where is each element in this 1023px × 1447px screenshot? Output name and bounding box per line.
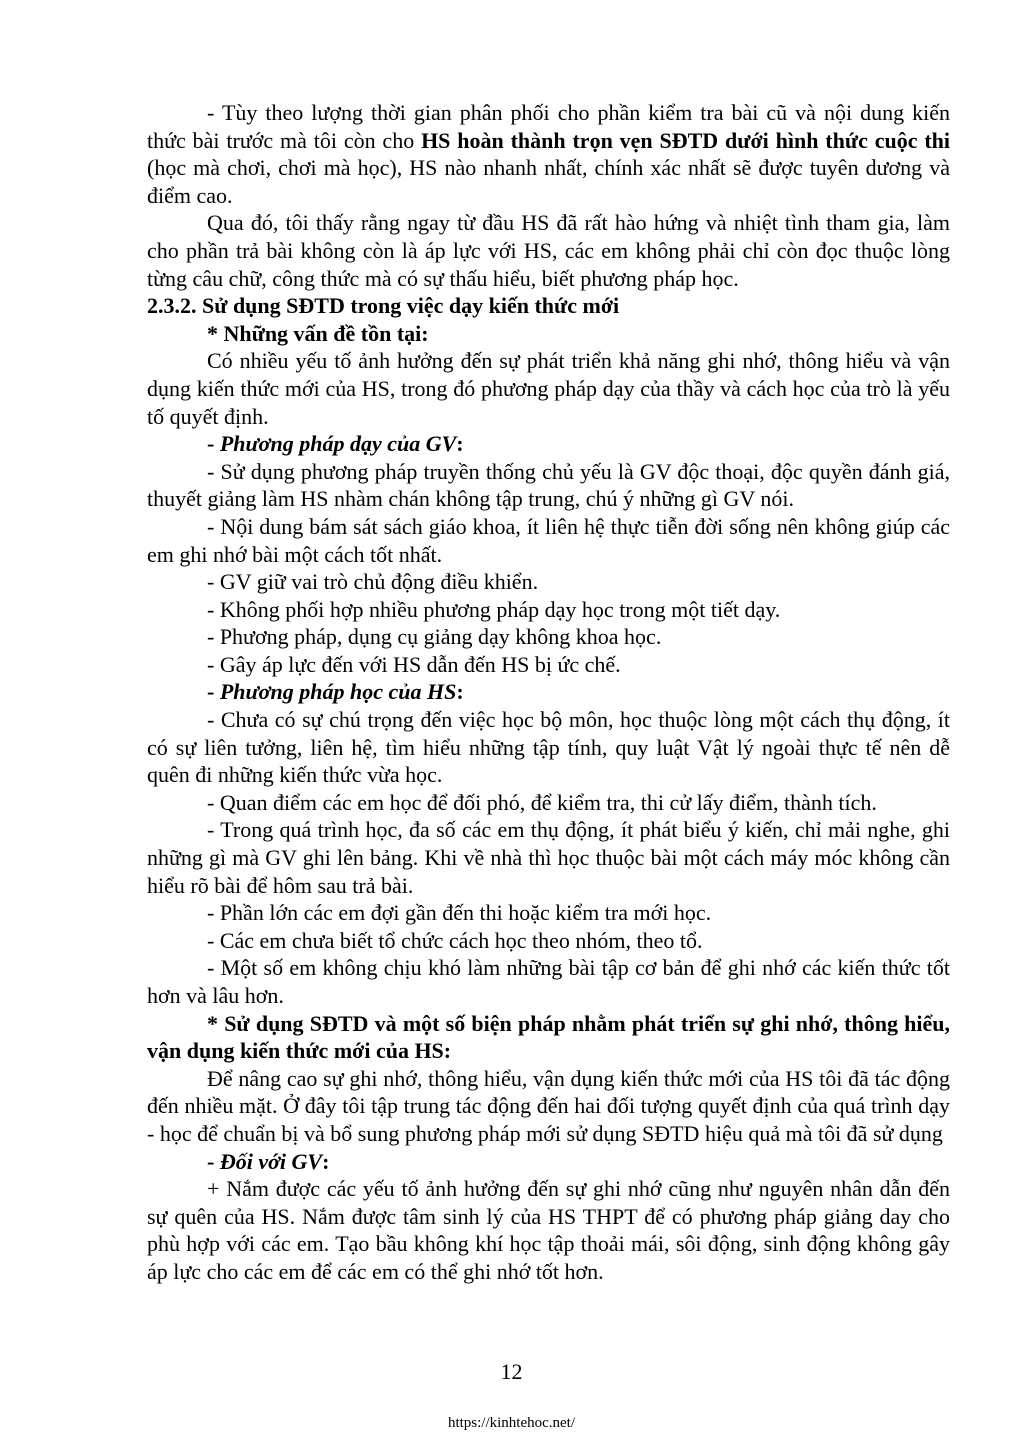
subheading-existing-problems [147,320,950,348]
text-run: - [207,431,220,457]
subheading-student-method [147,678,950,706]
text-run: - Một số em không chịu khó làm những bài tập cơ bản để ghi nhớ các kiến thức tốt hơn và lâu hơn. [147,955,950,1008]
paragraph-12 [147,816,950,899]
paragraph-11 [147,789,950,817]
subheading-teacher-method [147,430,950,458]
paragraph-17 [147,1175,950,1285]
text-run: - Không phối hợp nhiều phương pháp dạy học trong một tiết dạy. [207,596,781,622]
paragraph-5 [147,513,950,568]
paragraph-15 [147,954,950,1009]
text-run: : [456,679,464,705]
text-run: - Nội dung bám sát sách giáo khoa, ít liên hệ thực tiễn đời sống nên không giúp các em ghi nhớ bài một cách tốt nhất. [147,513,950,567]
text-run: - Tùy theo lượng thời gian phân phối cho phần kiểm tra bài cũ và nội dung kiến thức bài trước mà tôi còn cho [147,100,950,153]
text-run: + Nắm được các yếu tố ảnh hưởng đến sự ghi nhớ cũng như nguyên nhân dẫn đến sự quên của HS. Nắm được tâm sinh lý của HS THPT để có phương pháp giảng day cho phù hợp với các em. Tạo bầu không khí học tập thoải mái, sôi động, sinh động không gây áp lực cho các em để các em có thể ghi nhớ tốt hơn. [147,1176,950,1284]
text-run: - [207,1148,220,1174]
paragraph-7 [147,596,950,624]
paragraph-14 [147,927,950,955]
text-run: Có nhiều yếu tố ảnh hưởng đến sự phát triển khả năng ghi nhớ, thông hiểu và vận dụng kiến thức mới của HS, trong đó phương pháp dạy của thầy và cách học của trò là yếu tố quyết định. [147,348,950,429]
text-run: - Sử dụng phương pháp truyền thống chủ yếu là GV độc thoại, độc quyền đánh giá, thuyết giảng làm HS nhàm chán không tập trung, chú ý những gì GV nói. [147,458,950,512]
paragraph-9 [147,651,950,679]
text-run: 2.3.2. Sử dụng SĐTD trong việc dạy kiến thức mới [147,293,620,319]
text-run: - Chưa có sự chú trọng đến việc học bộ môn, học thuộc lòng một cách thụ động, ít có sự liên tưởng, liên hệ, tìm hiểu những tập tính, quy luật Vật lý ngoài thực tế nên dễ quên đi những kiến thức vừa học. [147,707,950,788]
text-run: - [207,679,220,705]
paragraph-8 [147,623,950,651]
paragraph-10 [147,706,950,789]
footer-url: https://kinhtehoc.net/ [447,1415,576,1431]
subheading-for-teacher [147,1148,950,1176]
text-run: Qua đó, tôi thấy rằng ngay từ đầu HS đã rất hào hứng và nhiệt tình tham gia, làm cho phần trả bài không còn là áp lực với HS, các em không phải chỉ còn đọc thuộc lòng từng câu chữ, công thức mà có sự thấu hiểu, biết phương pháp học. [147,210,950,291]
document-body [147,99,950,1286]
text-run: - Gây áp lực đến với HS dẫn đến HS bị ức chế. [207,651,621,677]
text-run: - Phần lớn các em đợi gần đến thi hoặc kiểm tra mới học. [207,900,712,926]
paragraph-1 [147,99,950,209]
subheading-measures [147,1010,950,1065]
text-run: : [456,431,464,457]
text-run: - Các em chưa biết tổ chức cách học theo nhóm, theo tổ. [207,927,703,953]
paragraph-3 [147,347,950,430]
text-run: - Quan điểm các em học để đối phó, để kiểm tra, thi cử lấy điểm, thành tích. [207,789,877,815]
text-run: * Sử dụng SĐTD và một số biện pháp nhằm phát triển sự ghi nhớ, thông hiểu, vận dụng kiến thức mới của HS: [147,1010,950,1064]
text-run: Để nâng cao sự ghi nhớ, thông hiểu, vận dụng kiến thức mới của HS tôi đã tác động đến nhiều mặt. Ở đây tôi tập trung tác động đến hai đối tượng quyết định của quá trình dạy - học để chuẩn bị và bổ sung phương pháp mới sử dụng SĐTD hiệu quả mà tôi đã sử dụng [147,1065,950,1146]
paragraph-2 [147,209,950,292]
text-run: - GV giữ vai trò chủ động điều khiển. [207,569,539,595]
paragraph-13 [147,899,950,927]
paragraph-4 [147,458,950,513]
text-run: Phương pháp học của HS [219,679,457,705]
text-run: Đối với GV [219,1148,323,1174]
paragraph-6 [147,568,950,596]
text-run: * Những vấn đề tồn tại: [207,320,429,346]
text-run: : [322,1148,330,1174]
page-number: 12 [500,1359,523,1384]
section-heading-2-3-2 [147,292,950,320]
paragraph-16 [147,1065,950,1148]
text-run: - Phương pháp, dụng cụ giảng dạy không khoa học. [207,624,662,650]
text-run: Phương pháp dạy của GV [219,431,457,457]
text-run: (học mà chơi, chơi mà học), HS nào nhanh nhất, chính xác nhất sẽ được tuyên dương và điểm cao. [147,155,950,208]
text-run: HS hoàn thành trọn vẹn SĐTD dưới hình thức cuộc thi [421,127,950,153]
text-run: - Trong quá trình học, đa số các em thụ động, ít phát biểu ý kiến, chỉ mải nghe, ghi những gì mà GV ghi lên bảng. Khi về nhà thì học thuộc bài một cách máy móc không cần hiểu rõ bài để hôm sau trả bài. [147,817,950,898]
